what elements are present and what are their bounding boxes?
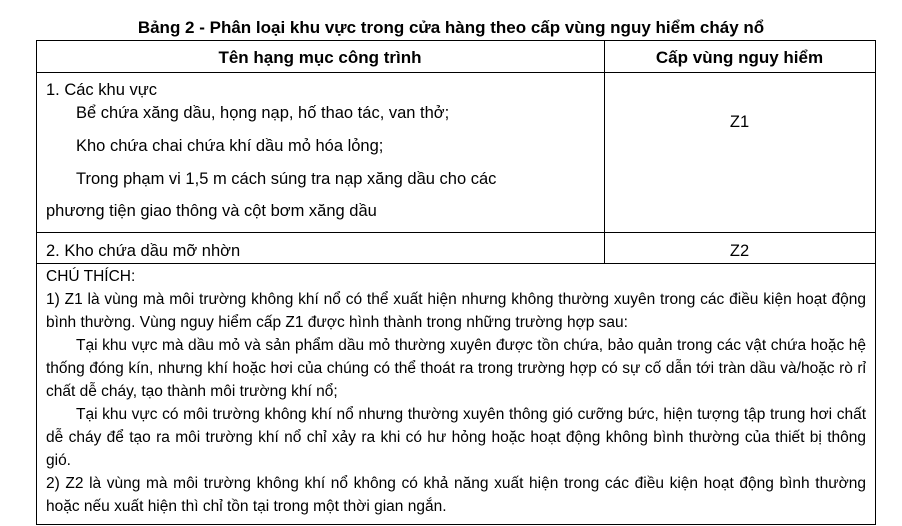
row1-divider: [36, 232, 876, 233]
header-divider: [36, 72, 876, 73]
row1-item-2: Kho chứa chai chứa khí dầu mỏ hóa lỏng;: [76, 137, 384, 155]
note-2: 2) Z2 là vùng mà môi trường không khí nổ không có khả năng xuất hiện trong các điều kiện hoạt động bình thường hoặc nếu xuất hiện thì chỉ tồn tại trong một thời gian ngắn.: [46, 475, 866, 515]
note-1-case-b: Tại khu vực có môi trường không khí nổ nhưng thường xuyên thông gió cưỡng bức, hiện tượng tập trung hơi chất dễ cháy để tạo ra môi trường khí nổ chỉ xảy ra khi có hư hỏng hoặc hoạt động không bình thường của thiết bị thông gió.: [46, 406, 866, 469]
row1-item-3: Trong phạm vi 1,5 m cách súng tra nạp xăng dầu cho các: [76, 170, 497, 188]
row1-item-1: Bể chứa xăng dầu, họng nạp, hố thao tác, van thở;: [76, 104, 450, 122]
header-danger-level: Cấp vùng nguy hiểm: [655, 48, 824, 67]
row1-heading: 1. Các khu vực: [46, 81, 158, 99]
table-title: Bảng 2 - Phân loại khu vực trong cửa hàng theo cấp vùng nguy hiểm cháy nổ: [137, 18, 765, 37]
notes-section: [46, 265, 866, 518]
note-1: 1) Z1 là vùng mà môi trường không khí nổ có thể xuất hiện nhưng không thường xuyên trong các điều kiện hoạt động bình thường. Vùng nguy hiểm cấp Z1 được hình thành trong những trường hợp sau:: [46, 291, 866, 331]
row2-divider: [36, 263, 876, 264]
table-border-right: [875, 40, 876, 525]
table-border-left: [36, 40, 37, 525]
note-1-case-a: Tại khu vực mà dầu mỏ và sản phẩm dầu mỏ thường xuyên được tồn chứa, bảo quản trong các vật chứa hoặc hệ thống đóng kín, nhưng khí hoặc hơi của chúng có thể thoát ra trong trường hợp có sự cố dẫn tới tràn dầu và/hoặc rò rỉ chất dễ cháy, tạo thành môi trường khí nổ;: [46, 337, 866, 400]
notes-heading: CHÚ THÍCH:: [46, 268, 136, 285]
row1-item-3-continuation: phương tiện giao thông và cột bơm xăng dầu: [46, 202, 377, 220]
row1-level: Z1: [729, 113, 750, 131]
table-border-bottom: [36, 524, 876, 525]
header-item-name: Tên hạng mục công trình: [218, 48, 422, 67]
row2-level: Z2: [729, 242, 750, 260]
row2-name: 2. Kho chứa dầu mỡ nhờn: [46, 242, 241, 260]
table-border-top: [36, 40, 876, 41]
column-divider: [604, 40, 605, 264]
